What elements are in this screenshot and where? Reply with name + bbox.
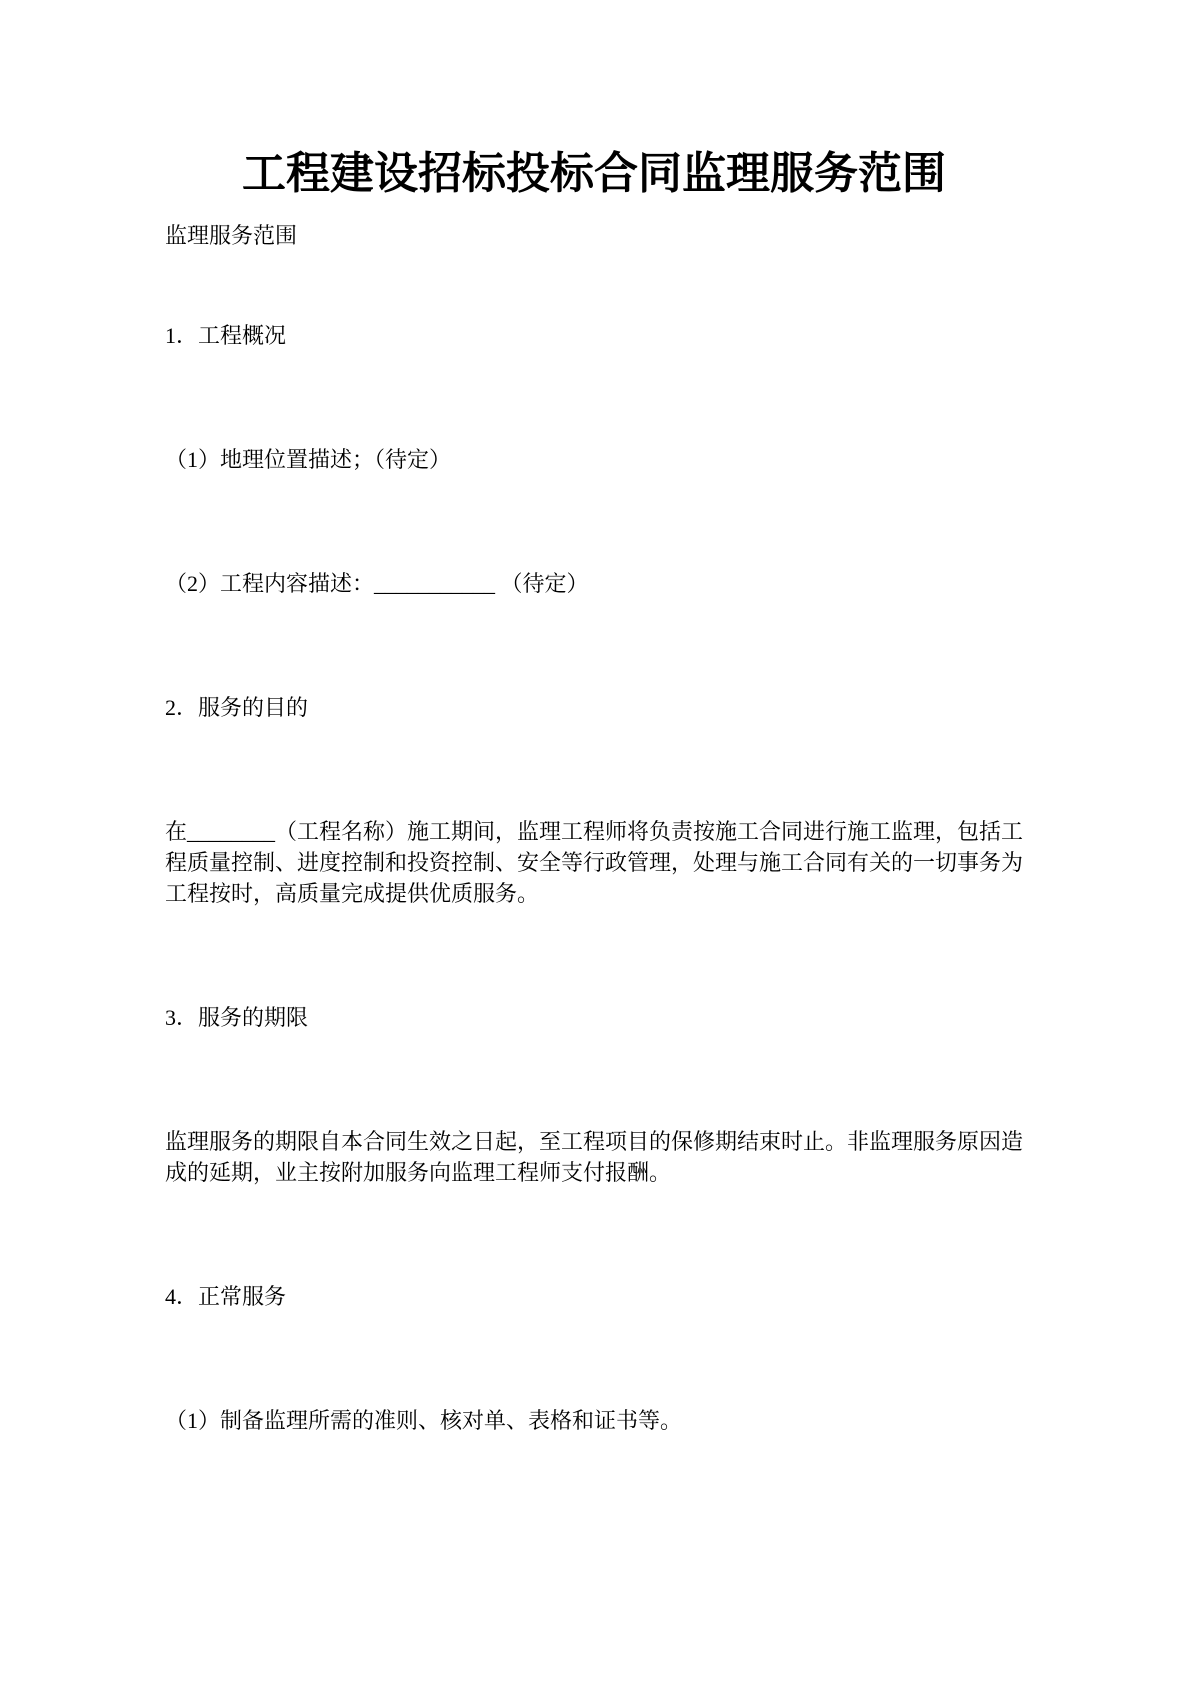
item-location-description: （1）地理位置描述；（待定） — [165, 447, 452, 472]
section-heading-service-purpose: 2．服务的目的 — [165, 695, 309, 720]
paragraph-service-purpose: 在________（工程名称）施工期间，监理工程师将负责按施工合同进行施工监理，包括工程质量控制、进度控制和投资控制、安全等行政管理，处理与施工合同有关的一切事务为工程按时，高质量完成提供优质服务。 — [165, 819, 1024, 906]
document-title: 工程建设招标投标合同监理服务范围 — [242, 149, 946, 198]
paragraph-service-term: 监理服务的期限自本合同生效之日起，至工程项目的保修期结束时止。非监理服务原因造成的延期，业主按附加服务向监理工程师支付报酬。 — [165, 1129, 1024, 1185]
section-heading-normal-service: 4．正常服务 — [165, 1284, 287, 1309]
section-heading-service-term: 3．服务的期限 — [165, 1005, 309, 1030]
document-subtitle: 监理服务范围 — [165, 223, 298, 248]
section-heading-project-overview: 1．工程概况 — [165, 323, 287, 348]
item-prepare-documents: （1）制备监理所需的准则、核对单、表格和证书等。 — [165, 1408, 683, 1433]
item-content-description: （2）工程内容描述：___________ （待定） — [165, 571, 589, 596]
